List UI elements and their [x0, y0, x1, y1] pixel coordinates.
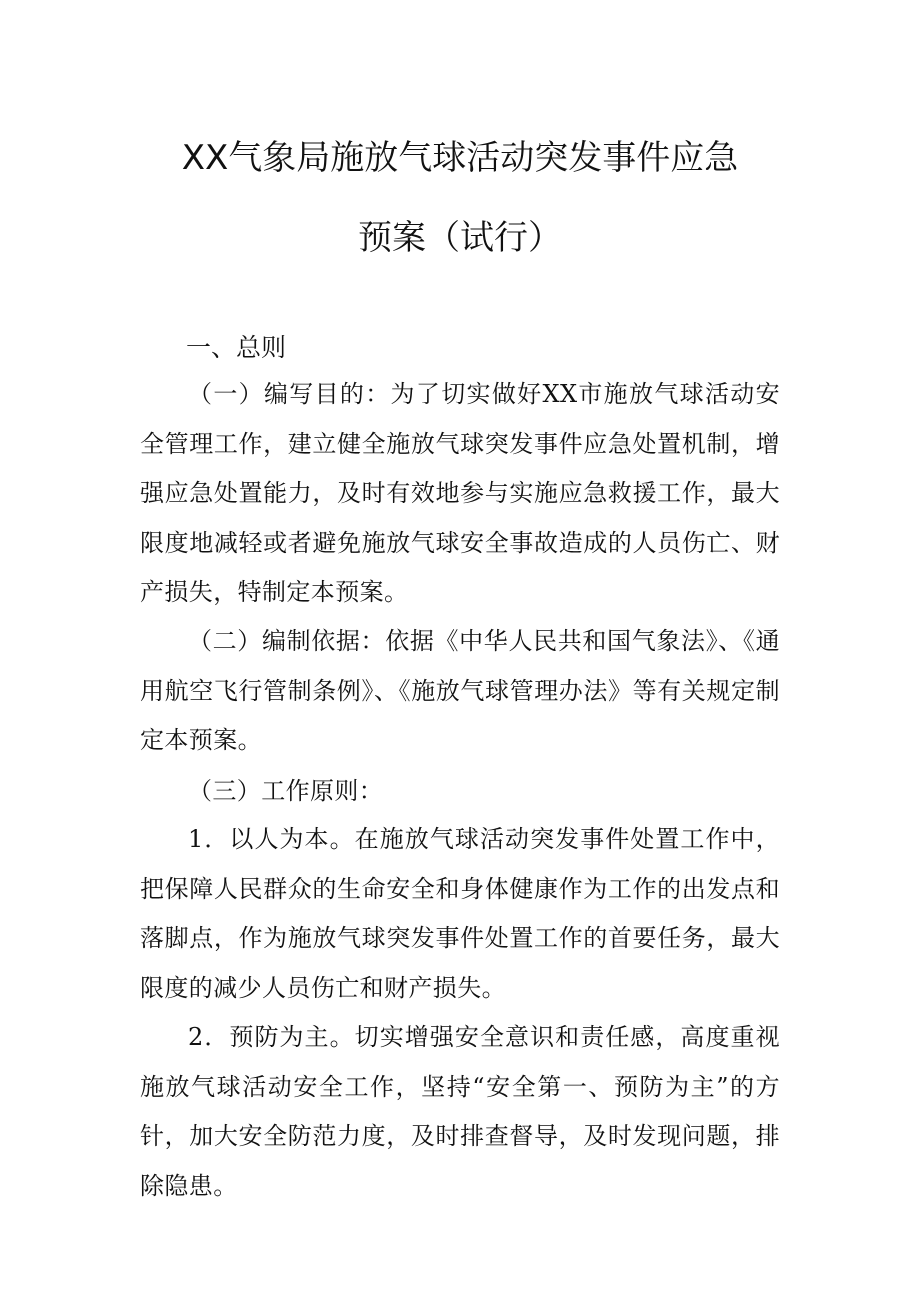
- paragraph-principle-2: 2．预防为主。切实增强安全意识和责任感，高度重视施放气球活动安全工作，坚持“安全第一、预防为主”的方针，加大安全防范力度，及时排查督导，及时发现问题，排除隐患。: [140, 1023, 780, 1200]
- document-title-line-2: 预案（试行）: [358, 218, 562, 258]
- paragraph-basis: （二）编制依据：依据《中华人民共和国气象法》、《通用航空飞行管制条例》、《施放气球管理办法》等有关规定制定本预案。: [140, 627, 780, 754]
- paragraph-purpose: （一）编写目的：为了切实做好XX市施放气球活动安全管理工作，建立健全施放气球突发事件应急处置机制，增强应急处置能力，及时有效地参与实施应急救援工作，最大限度地减轻或者避免施放气球安全事故造成的人员伤亡、财产损失，特制定本预案。: [140, 380, 780, 606]
- document-title-line-1: XX气象局施放气球活动突发事件应急: [181, 138, 739, 178]
- paragraph-principle-1: 1．以人为本。在施放气球活动突发事件处置工作中，把保障人民群众的生命安全和身体健康作为工作的出发点和落脚点，作为施放气球突发事件处置工作的首要任务，最大限度的减少人员伤亡和财产损失。: [140, 825, 780, 1002]
- section-heading-general: 一、总则: [186, 333, 287, 362]
- paragraph-principles-heading: （三）工作原则：: [188, 777, 384, 805]
